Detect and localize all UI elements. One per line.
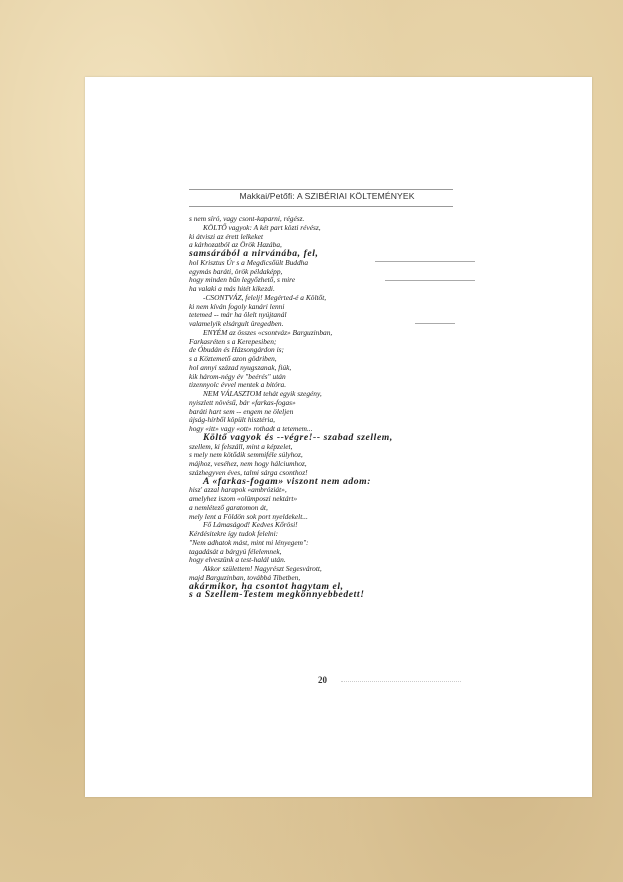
poem-line: mely lent a Földön sok port nyeldekelt... [189,511,308,521]
poem-line: a nemlétező garatomon át, [189,502,268,512]
poem-line: májhoz, veséhez, nem hogy hálciumhoz, [189,459,307,468]
poem-line: kik három-négy év "beérés" után [189,371,286,381]
poem-line: s a Szellem-Testem megkönnyebbedett! [189,589,365,601]
poem-line: NEM VÁLASZTOM tehát egyik szegény, [203,389,322,398]
footer-rule [341,681,461,682]
poem-line: hogy minden bűn legyőzhető, s mire [189,275,296,285]
poem-line: Akkor születtem! Nagyrészt Segesvárott, [203,564,322,573]
poem-line: Költő vagyok és --végre!-- szabad szellem, [203,431,393,443]
poem-line: hol annyi század nyugszanak, fiúk, [189,362,292,372]
poem-line: hol Krisztus Úr s a Megdicsőült Buddha [189,257,309,267]
poem-line: KÖLTŐ vagyok: A két part közti révész, [203,222,321,232]
poem-line: tagadását a bárgyú félelemnek, [189,546,282,556]
poem-line: s a Köztemető azon gödriben, [189,354,277,363]
poem-line: -CSONTVÁZ, felelj! Megérted-é a Költőt, [203,292,327,302]
header-rule-top [189,189,453,190]
poem-line: szellem, ki felszáll, mint a képzelet, [189,441,293,451]
poem-line: tetemed -- már ha ölelt nyújtanál [189,310,287,320]
margin-rule [375,261,475,262]
running-header: Makkai/Petőfi: A SZIBÉRIAI KÖLTEMÉNYEK [239,191,415,201]
poem-line: a kárhozatból az Örök Hazába, [189,240,282,250]
page-number: 20 [318,675,327,685]
header-rule-bottom [189,206,453,207]
poem-line: "Nem adhatok mást, mint mi lényegem": [189,537,309,547]
poem-line: ENYÉM az összes «csontváz» Barguzinban, [203,327,333,337]
poem-line: hogy elveszünk a test-halál után. [189,555,286,565]
poem-line: ki nem kíván fogoly kanári lenni [189,301,285,311]
poem-line: samsárából a nirvánába, fel, [189,248,319,259]
poem-line: egymás baráti, örök példaképp, [189,266,283,276]
margin-rule [385,280,475,281]
poem-line: valamelyik elsárgult üregedben. [189,319,284,328]
poem-line: hisz' azzal harapok «ambróziát», [189,485,287,495]
poem-line: de Óbudán és Házsongárdon is; [189,345,284,355]
poem-line: nyiszlett növésű, bár «farkas-fogas» [189,397,296,407]
poem-line: Fő Lámaságod! Kedves Kőrösi! [203,520,298,530]
poem-line: s mely nem kötődik semmiféle súlyhoz, [189,450,303,460]
poem-line: hogy «itt» vagy «ott» rothadt a tetemem... [189,424,313,433]
poem-line: százhegyven éves, talmi sárga csonthoz! [189,467,308,477]
poem-line: majd Barguzinban, továbbá Tibetben, [189,572,301,582]
poem-line: baráti hart sem -- engem ne öleljen [189,406,294,416]
poem-line: A «farkas-fogam» viszont nem adom: [203,475,372,487]
document-page [85,77,592,797]
margin-rule [415,323,455,324]
poem-line: ki átviszi az érett lelkeket [189,231,264,241]
poem-line: tizennyolc évvel mentek a bitóra. [189,380,287,390]
poem-line: amelyhez iszom «olümposzi nektárt» [189,494,298,503]
poem-line: akármikor, ha csontot hagytam el, [189,580,344,592]
poem-line: Farkasréten s a Kerepesiben; [189,336,277,346]
poem-line: ha valaki a más hitét kikezdi. [189,284,275,293]
poem-line: s nem síró, vagy csont-kaparni, régész. [189,214,305,223]
poem-body [189,215,489,600]
poem-line: Kérdésitekre így tudok felelni: [189,529,279,538]
poem-line: újság-hírből köpült hisztéria, [189,415,276,425]
